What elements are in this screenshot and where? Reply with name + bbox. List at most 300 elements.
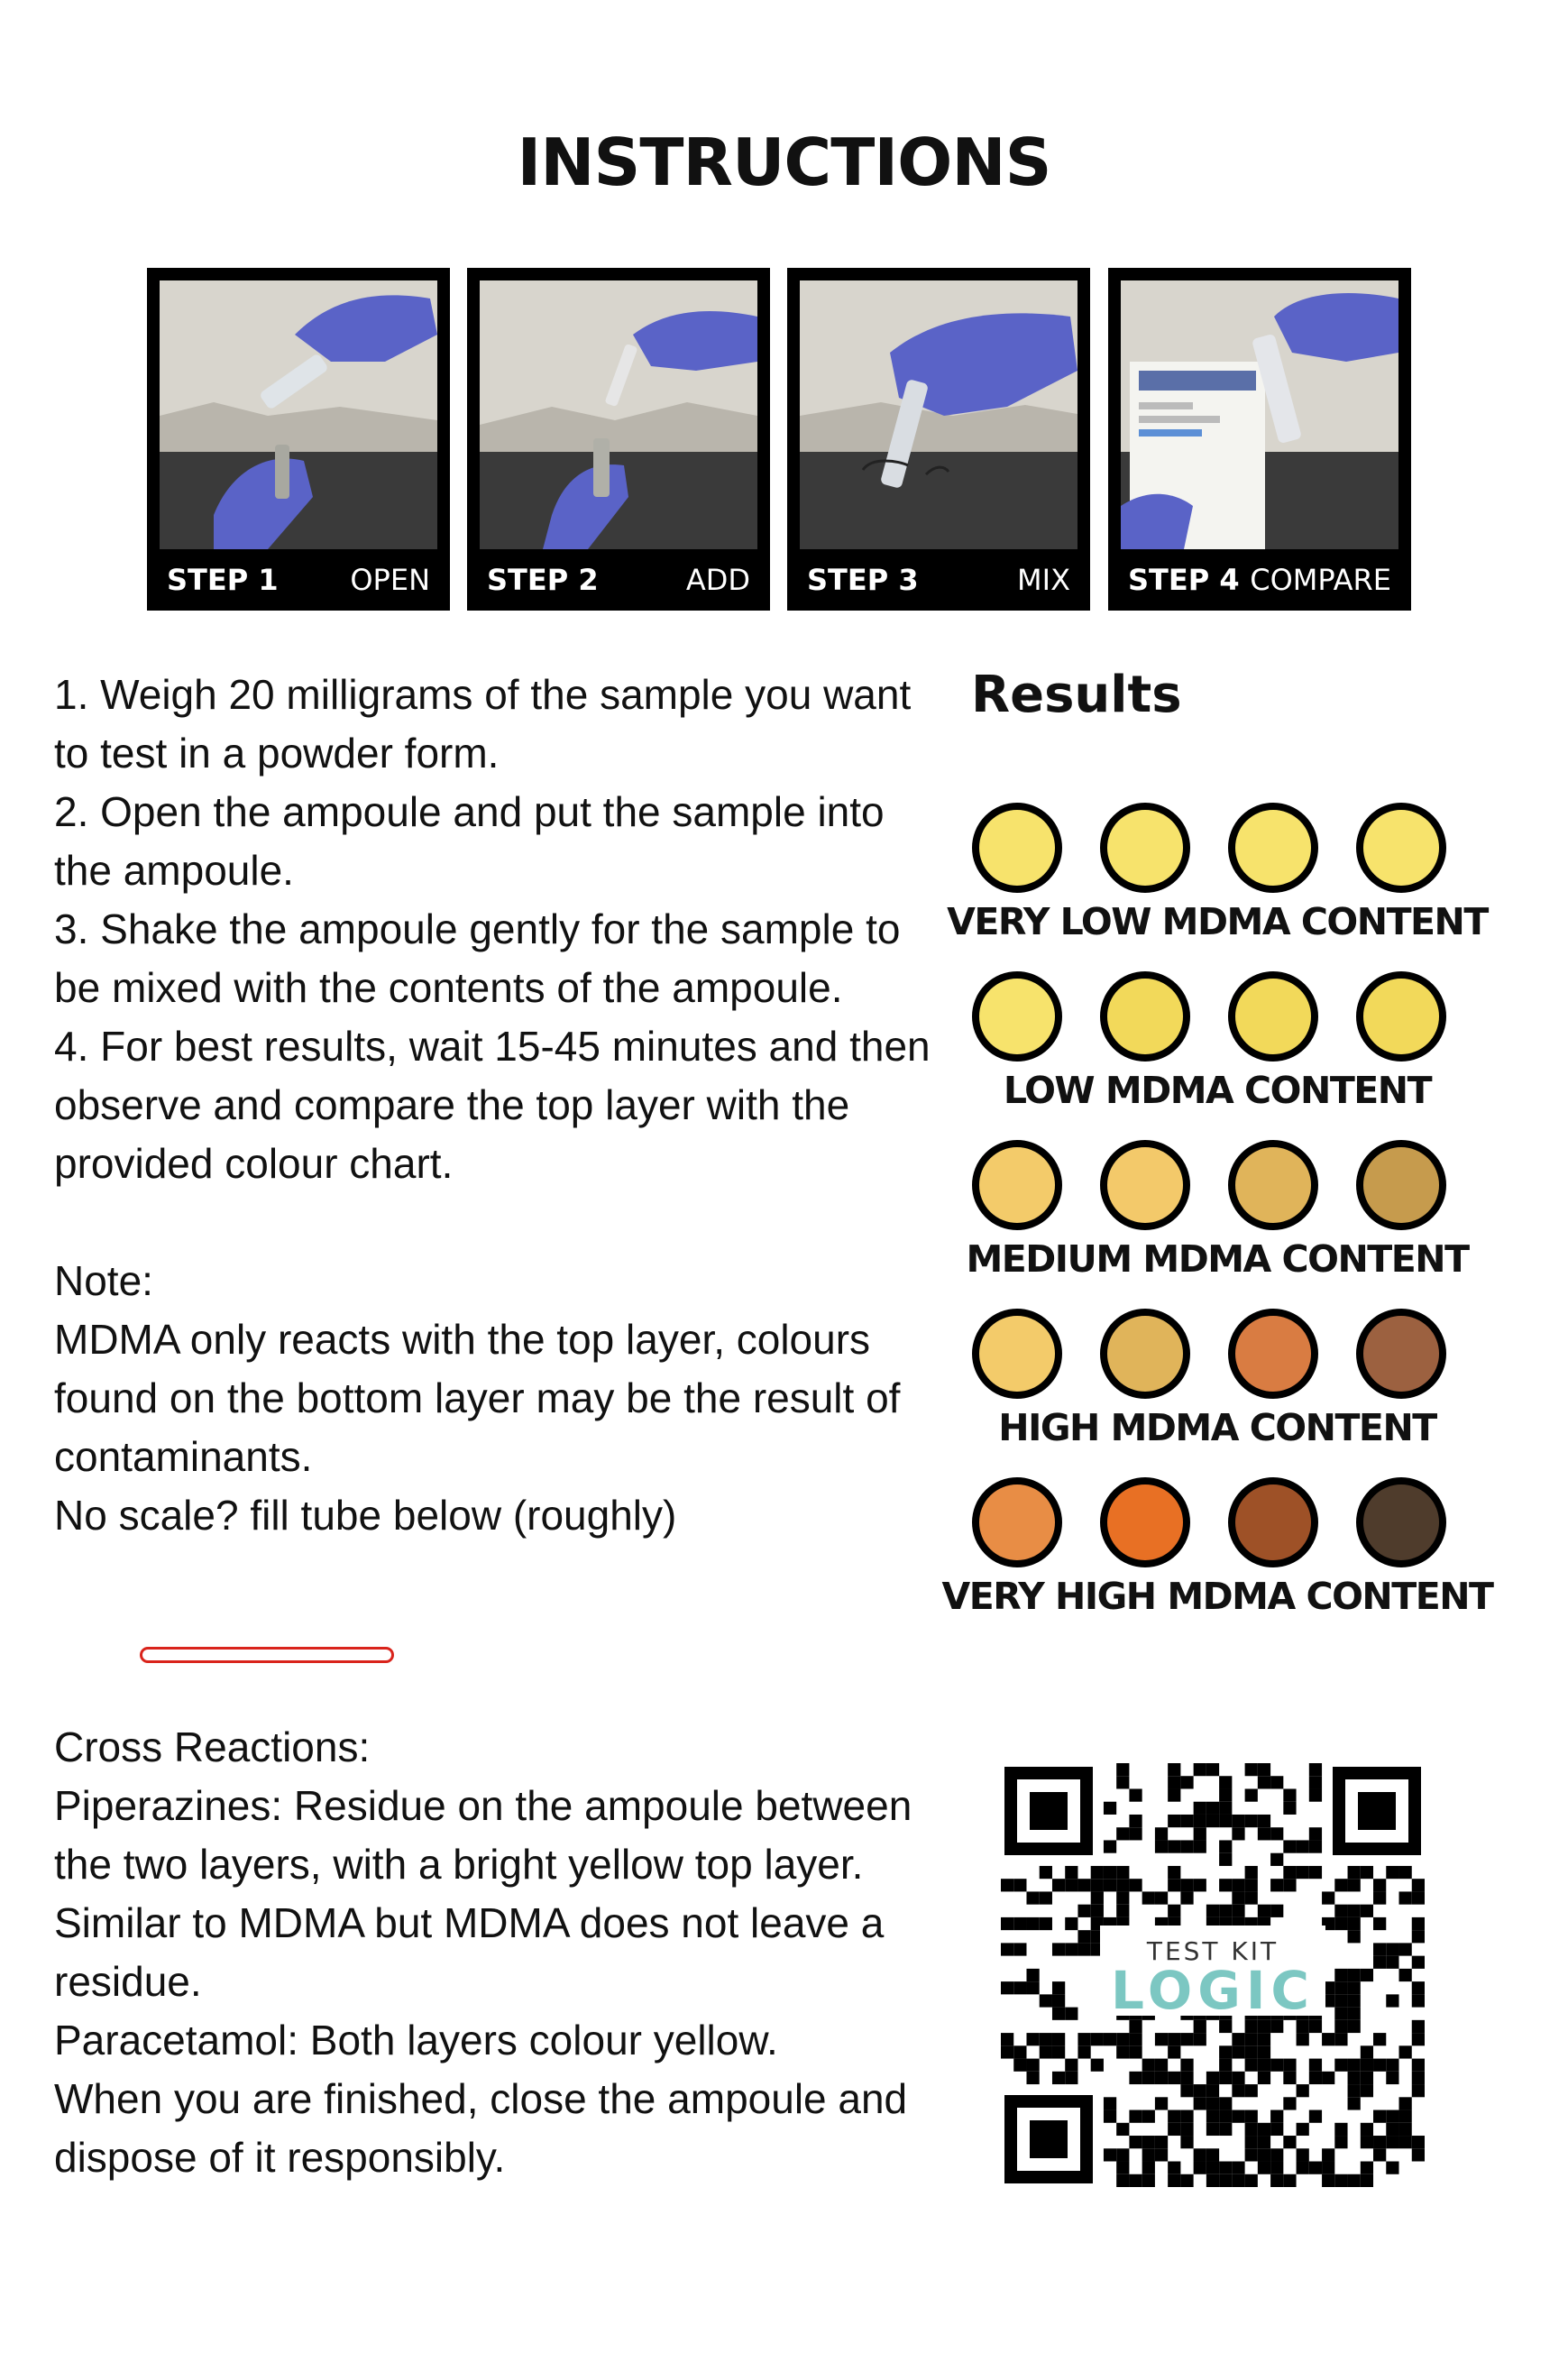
qr-module <box>1334 2136 1347 2148</box>
qr-module <box>1168 2123 1180 2136</box>
qr-module <box>1001 1879 1013 1891</box>
qr-module <box>1348 1905 1361 1917</box>
qr-module <box>1180 2123 1193 2136</box>
qr-module <box>1309 2020 1322 2033</box>
qr-module <box>1245 2033 1258 2045</box>
qr-module <box>1412 1956 1425 1969</box>
qr-module <box>1206 2072 1219 2084</box>
qr-module <box>1065 1879 1077 1891</box>
step-1-action: OPEN <box>350 563 430 597</box>
qr-module <box>1373 1917 1386 1930</box>
qr-module <box>1412 2033 1425 2045</box>
qr-module <box>1270 2162 1283 2174</box>
qr-module <box>1283 1788 1296 1801</box>
qr-module <box>1386 1956 1398 1969</box>
result-label: HIGH MDMA CONTENT <box>998 1406 1436 1449</box>
result-label: MEDIUM MDMA CONTENT <box>966 1237 1469 1281</box>
qr-module <box>1180 1776 1193 1788</box>
qr-module <box>1168 1879 1180 1891</box>
color-swatch <box>972 803 1062 893</box>
qr-module <box>1129 2020 1142 2033</box>
qr-module <box>1206 1802 1219 1815</box>
qr-module <box>1040 1917 1052 1930</box>
qr-module <box>1001 1943 1013 1955</box>
qr-module <box>1206 1763 1219 1776</box>
color-swatch <box>1100 971 1190 1062</box>
qr-module <box>1373 1956 1386 1969</box>
qr-module <box>1245 1763 1258 1776</box>
qr-module <box>1245 2059 1258 2072</box>
qr-module <box>1232 2045 1244 2058</box>
qr-module <box>1232 1891 1244 1904</box>
qr-module <box>1258 2045 1270 2058</box>
qr-module <box>1168 1905 1180 1917</box>
qr-module <box>1245 2110 1258 2123</box>
qr-module <box>1116 1763 1129 1776</box>
qr-module <box>1283 1840 1296 1852</box>
qr-module <box>1219 2020 1232 2033</box>
qr-module <box>1258 1763 1270 1776</box>
qr-module <box>1026 1891 1039 1904</box>
qr-module <box>1194 2084 1206 2097</box>
qr-module <box>1219 1815 1232 1827</box>
qr-module <box>1168 1788 1180 1801</box>
result-row-medium <box>929 1140 1506 1281</box>
qr-module <box>1373 1879 1386 1891</box>
qr-module <box>1129 2110 1142 2123</box>
qr-module <box>1334 1994 1347 2007</box>
result-row-high <box>929 1309 1506 1449</box>
qr-module <box>1348 1917 1361 1930</box>
color-swatch <box>1100 1309 1190 1399</box>
qr-module <box>1270 2059 1283 2072</box>
qr-module <box>1283 2097 1296 2109</box>
qr-module <box>1206 1905 1219 1917</box>
qr-module <box>1297 2123 1309 2136</box>
qr-module <box>1258 2020 1270 2033</box>
color-swatch <box>972 1140 1062 1230</box>
qr-module <box>1116 1879 1129 1891</box>
qr-module <box>1258 1776 1270 1788</box>
qr-module <box>1206 2110 1219 2123</box>
step-4-action: COMPARE <box>1250 563 1391 597</box>
qr-module <box>1052 2008 1065 2020</box>
qr-module <box>1412 1994 1425 2007</box>
qr-module <box>1361 1866 1373 1879</box>
step-images <box>147 268 1411 611</box>
color-swatch <box>1100 1477 1190 1567</box>
qr-module <box>1168 1776 1180 1788</box>
qr-module <box>1052 2045 1065 2058</box>
qr-module <box>1040 1866 1052 1879</box>
qr-module <box>1052 2072 1065 2084</box>
qr-module <box>1206 2162 1219 2174</box>
qr-module <box>1245 2148 1258 2161</box>
qr-module <box>1065 2008 1077 2020</box>
qr-module <box>1270 1879 1283 1891</box>
qr-module <box>1219 2072 1232 2084</box>
qr-module <box>1232 1815 1244 1827</box>
qr-module <box>1386 2110 1398 2123</box>
qr-module <box>1270 2174 1283 2187</box>
qr-module <box>1219 2110 1232 2123</box>
qr-module <box>1283 2136 1296 2148</box>
step-4-caption <box>1108 549 1411 611</box>
qr-module <box>1116 2148 1129 2161</box>
instruction-1: 1. Weigh 20 milligrams of the sample you want to test in a powder form. <box>54 671 912 777</box>
result-label: VERY HIGH MDMA CONTENT <box>941 1575 1493 1618</box>
step-4-photo <box>1121 280 1398 549</box>
qr-module <box>1399 2097 1412 2109</box>
qr-module <box>1270 2110 1283 2123</box>
step-1-caption <box>147 549 450 611</box>
color-swatch <box>1100 1140 1190 1230</box>
qr-module <box>1412 2020 1425 2033</box>
qr-module <box>1104 2097 1116 2109</box>
color-swatch <box>1228 971 1318 1062</box>
color-swatch <box>1356 971 1446 1062</box>
qr-module <box>1399 1943 1412 1955</box>
qr-module <box>1142 2174 1155 2187</box>
qr-module <box>1361 2136 1373 2148</box>
qr-module <box>1155 2136 1168 2148</box>
qr-module <box>1104 1840 1116 1852</box>
qr-module <box>1194 1879 1206 1891</box>
qr-module <box>1386 2059 1398 2072</box>
qr-module <box>1283 2072 1296 2084</box>
cross-reactions <box>54 1718 956 2187</box>
qr-module <box>1270 1827 1283 1840</box>
qr-module <box>1142 2148 1155 2161</box>
qr-module <box>1258 1827 1270 1840</box>
qr-module <box>1399 2110 1412 2123</box>
qr-module <box>1026 1981 1039 1994</box>
qr-module <box>1091 1891 1104 1904</box>
qr-module <box>1348 1879 1361 1891</box>
qr-module <box>1104 1879 1116 1891</box>
qr-module <box>1129 2136 1142 2148</box>
qr-module <box>1180 2136 1193 2148</box>
qr-module <box>1077 1879 1090 1891</box>
qr-module <box>1373 2110 1386 2123</box>
qr-module <box>1065 1943 1077 1955</box>
step-3-panel <box>787 268 1090 611</box>
qr-module <box>1065 2072 1077 2084</box>
qr-module <box>1309 1866 1322 1879</box>
qr-module <box>1142 2072 1155 2084</box>
qr-module <box>1104 2110 1116 2123</box>
qr-module <box>1373 2148 1386 2161</box>
qr-module <box>1194 2148 1206 2161</box>
step-2-number: STEP 2 <box>487 563 599 597</box>
qr-module <box>1322 2148 1334 2161</box>
qr-module <box>1129 1827 1142 1840</box>
qr-module <box>1168 2072 1180 2084</box>
qr-module <box>1065 1917 1077 1930</box>
qr-module <box>1309 2110 1322 2123</box>
qr-module <box>1206 2084 1219 2097</box>
qr-module <box>1412 1981 1425 1994</box>
qr-module <box>1373 2059 1386 2072</box>
qr-module <box>1155 2072 1168 2084</box>
qr-module <box>1194 2033 1206 2045</box>
qr-module <box>1334 2020 1347 2033</box>
qr-module <box>1245 2020 1258 2033</box>
result-row-low <box>929 971 1506 1112</box>
qr-module <box>1412 1879 1425 1891</box>
qr-module <box>1116 2033 1129 2045</box>
qr-module <box>1399 1891 1412 1904</box>
qr-module <box>1297 2148 1309 2161</box>
qr-module <box>1168 1763 1180 1776</box>
qr-module <box>1168 1815 1180 1827</box>
qr-module <box>1155 1891 1168 1904</box>
qr-module <box>1091 1879 1104 1891</box>
qr-module <box>1232 2084 1244 2097</box>
qr-module <box>1155 2059 1168 2072</box>
qr-module <box>1386 2123 1398 2136</box>
qr-module <box>1013 2059 1026 2072</box>
qr-module <box>1077 2033 1090 2045</box>
qr-module <box>1116 2162 1129 2174</box>
logo-line1: TEST KIT <box>1146 1936 1279 1966</box>
qr-module <box>1219 2059 1232 2072</box>
qr-module <box>1283 2174 1296 2187</box>
note-text: MDMA only reacts with the top layer, colours found on the bottom layer may be the result of contaminants. <box>54 1316 901 1480</box>
qr-module <box>1065 2059 1077 2072</box>
qr-code[interactable] <box>1001 1763 1425 2187</box>
qr-module <box>1180 2059 1193 2072</box>
qr-module <box>1283 1879 1296 1891</box>
qr-module <box>1194 1763 1206 1776</box>
qr-module <box>1361 2072 1373 2084</box>
qr-module <box>1026 2072 1039 2084</box>
qr-module <box>1129 1879 1142 1891</box>
step-2-caption <box>467 549 770 611</box>
qr-module <box>1232 2110 1244 2123</box>
step-2-panel <box>467 268 770 611</box>
logo-line2: LOGIC <box>1111 1960 1315 2021</box>
qr-module <box>1309 2162 1322 2174</box>
qr-module <box>1116 1866 1129 1879</box>
qr-module <box>1104 1866 1116 1879</box>
qr-module <box>1399 1866 1412 1879</box>
qr-module <box>1091 1905 1104 1917</box>
qr-module <box>1297 2162 1309 2174</box>
qr-module <box>1245 2136 1258 2148</box>
qr-module <box>1334 1981 1347 1994</box>
cross-piperazines: Piperazines: Residue on the ampoule between the two layers, with a bright yellow top layer. Similar to MDMA but MDMA does not leave a residue. <box>54 1782 912 2005</box>
qr-module <box>1052 1943 1065 1955</box>
qr-module <box>1258 2033 1270 2045</box>
qr-module <box>1258 2162 1270 2174</box>
qr-module <box>1001 2045 1013 2058</box>
qr-module <box>1334 1879 1347 1891</box>
qr-module <box>1386 1866 1398 1879</box>
qr-module <box>1142 2136 1155 2148</box>
qr-module <box>1245 1788 1258 1801</box>
qr-module <box>1412 1930 1425 1943</box>
qr-module <box>1129 2033 1142 2045</box>
qr-module <box>1168 2033 1180 2045</box>
color-swatch <box>1228 1477 1318 1567</box>
instructions-text <box>54 666 938 1545</box>
qr-module <box>1116 2045 1129 2058</box>
color-swatch <box>1356 1309 1446 1399</box>
qr-module <box>1116 1905 1129 1917</box>
qr-module <box>1309 1776 1322 1788</box>
qr-module <box>1245 2123 1258 2136</box>
qr-module <box>1270 2020 1283 2033</box>
qr-module <box>1040 1994 1052 2007</box>
qr-module <box>1283 2059 1296 2072</box>
qr-module <box>1129 1788 1142 1801</box>
qr-module <box>1258 2123 1270 2136</box>
qr-module <box>1412 1917 1425 1930</box>
qr-module <box>1168 2162 1180 2174</box>
qr-module <box>1334 2174 1347 2187</box>
step-4-panel <box>1108 268 1411 611</box>
qr-module <box>1348 2097 1361 2109</box>
step-4-number: STEP 4 <box>1128 563 1240 597</box>
qr-module <box>1142 2162 1155 2174</box>
qr-module <box>1155 2097 1168 2109</box>
qr-module <box>1361 2045 1373 2058</box>
instruction-4: 4. For best results, wait 15-45 minutes and then observe and compare the top layer with the provided colour chart. <box>54 1023 931 1187</box>
qr-module <box>1155 1840 1168 1852</box>
color-swatch <box>1356 1140 1446 1230</box>
color-swatch <box>972 1477 1062 1567</box>
qr-module <box>1116 2123 1129 2136</box>
qr-module <box>1258 2136 1270 2148</box>
qr-module <box>1219 1802 1232 1815</box>
qr-module <box>1245 1879 1258 1891</box>
qr-module <box>1219 1879 1232 1891</box>
qr-module <box>1334 1905 1347 1917</box>
qr-module <box>1091 1866 1104 1879</box>
cross-paracetamol: Paracetamol: Both layers colour yellow. <box>54 2017 778 2063</box>
qr-module <box>1232 2033 1244 2045</box>
qr-module <box>1219 1776 1232 1788</box>
result-row-very-low <box>929 803 1506 943</box>
qr-module <box>1155 1827 1168 1840</box>
qr-module <box>1309 1827 1322 1840</box>
step-1-panel <box>147 268 450 611</box>
qr-module <box>1194 2020 1206 2033</box>
qr-module <box>1040 1891 1052 1904</box>
qr-module <box>1168 2045 1180 2058</box>
step-2-photo <box>480 280 757 549</box>
qr-module <box>1361 2084 1373 2097</box>
qr-module <box>1168 2174 1180 2187</box>
qr-module <box>1297 2020 1309 2033</box>
step-3-caption <box>787 549 1090 611</box>
qr-module <box>1361 1905 1373 1917</box>
qr-module <box>1334 2059 1347 2072</box>
qr-module <box>1052 1981 1065 1994</box>
qr-module <box>1206 2123 1219 2136</box>
qr-module <box>1348 2084 1361 2097</box>
qr-module <box>1155 2148 1168 2161</box>
qr-module <box>1142 2110 1155 2123</box>
color-swatch <box>1228 1140 1318 1230</box>
qr-module <box>1309 1763 1322 1776</box>
step-1-photo <box>160 280 437 549</box>
qr-module <box>1270 1905 1283 1917</box>
qr-module <box>1129 2045 1142 2058</box>
qr-module <box>1194 1827 1206 1840</box>
qr-module <box>1245 1866 1258 1879</box>
result-label: LOW MDMA CONTENT <box>1003 1069 1432 1112</box>
qr-module <box>1219 1853 1232 1866</box>
qr-module <box>1040 2033 1052 2045</box>
qr-module <box>1297 2033 1309 2045</box>
qr-module <box>1180 1840 1193 1852</box>
step-3-action: MIX <box>1017 563 1070 597</box>
qr-module <box>1065 1866 1077 1879</box>
qr-module <box>1129 2174 1142 2187</box>
page-title: INSTRUCTIONS <box>517 124 1051 200</box>
qr-module <box>1194 1840 1206 1852</box>
step-1-number: STEP 1 <box>167 563 279 597</box>
qr-module <box>1386 1994 1398 2007</box>
qr-module <box>1412 2148 1425 2161</box>
qr-module <box>1142 1891 1155 1904</box>
fill-tube-outline <box>140 1647 394 1663</box>
note-scale: No scale? fill tube below (roughly) <box>54 1492 677 1539</box>
qr-module <box>1348 1930 1361 1943</box>
instruction-3: 3. Shake the ampoule gently for the sample to be mixed with the contents of the ampoule. <box>54 905 901 1011</box>
qr-module <box>1026 2059 1039 2072</box>
color-swatch <box>972 1309 1062 1399</box>
qr-module <box>1399 2123 1412 2136</box>
qr-module <box>1348 1994 1361 2007</box>
qr-module <box>1245 2174 1258 2187</box>
color-swatch <box>972 971 1062 1062</box>
qr-module <box>1309 2059 1322 2072</box>
qr-module <box>1026 1969 1039 1981</box>
cross-disposal: When you are finished, close the ampoule and dispose of it responsibly. <box>54 2075 908 2181</box>
qr-module <box>1219 2045 1232 2058</box>
qr-module <box>1348 1969 1361 1981</box>
qr-module <box>1206 2097 1219 2109</box>
step-3-photo <box>800 280 1077 549</box>
qr-module <box>1309 2072 1322 2084</box>
qr-module <box>1180 1815 1193 1827</box>
qr-module <box>1283 1866 1296 1879</box>
qr-module <box>1322 2162 1334 2174</box>
qr-module <box>1219 1788 1232 1801</box>
qr-module <box>1180 2072 1193 2084</box>
qr-module <box>1077 2045 1090 2058</box>
qr-module <box>1168 2110 1180 2123</box>
qr-module <box>1180 1891 1193 1904</box>
cross-heading: Cross Reactions: <box>54 1723 371 1770</box>
qr-module <box>1334 1917 1347 1930</box>
qr-module <box>1116 1776 1129 1788</box>
qr-module <box>1013 1943 1026 1955</box>
qr-module <box>1232 2174 1244 2187</box>
qr-module <box>1194 1815 1206 1827</box>
qr-module <box>1052 1994 1065 2007</box>
qr-module <box>1412 2136 1425 2148</box>
qr-module <box>1219 1905 1232 1917</box>
qr-module <box>1116 2174 1129 2187</box>
qr-module <box>1399 2136 1412 2148</box>
qr-module <box>1373 2136 1386 2148</box>
results-title: Results <box>971 666 1182 724</box>
qr-module <box>1386 2162 1398 2174</box>
